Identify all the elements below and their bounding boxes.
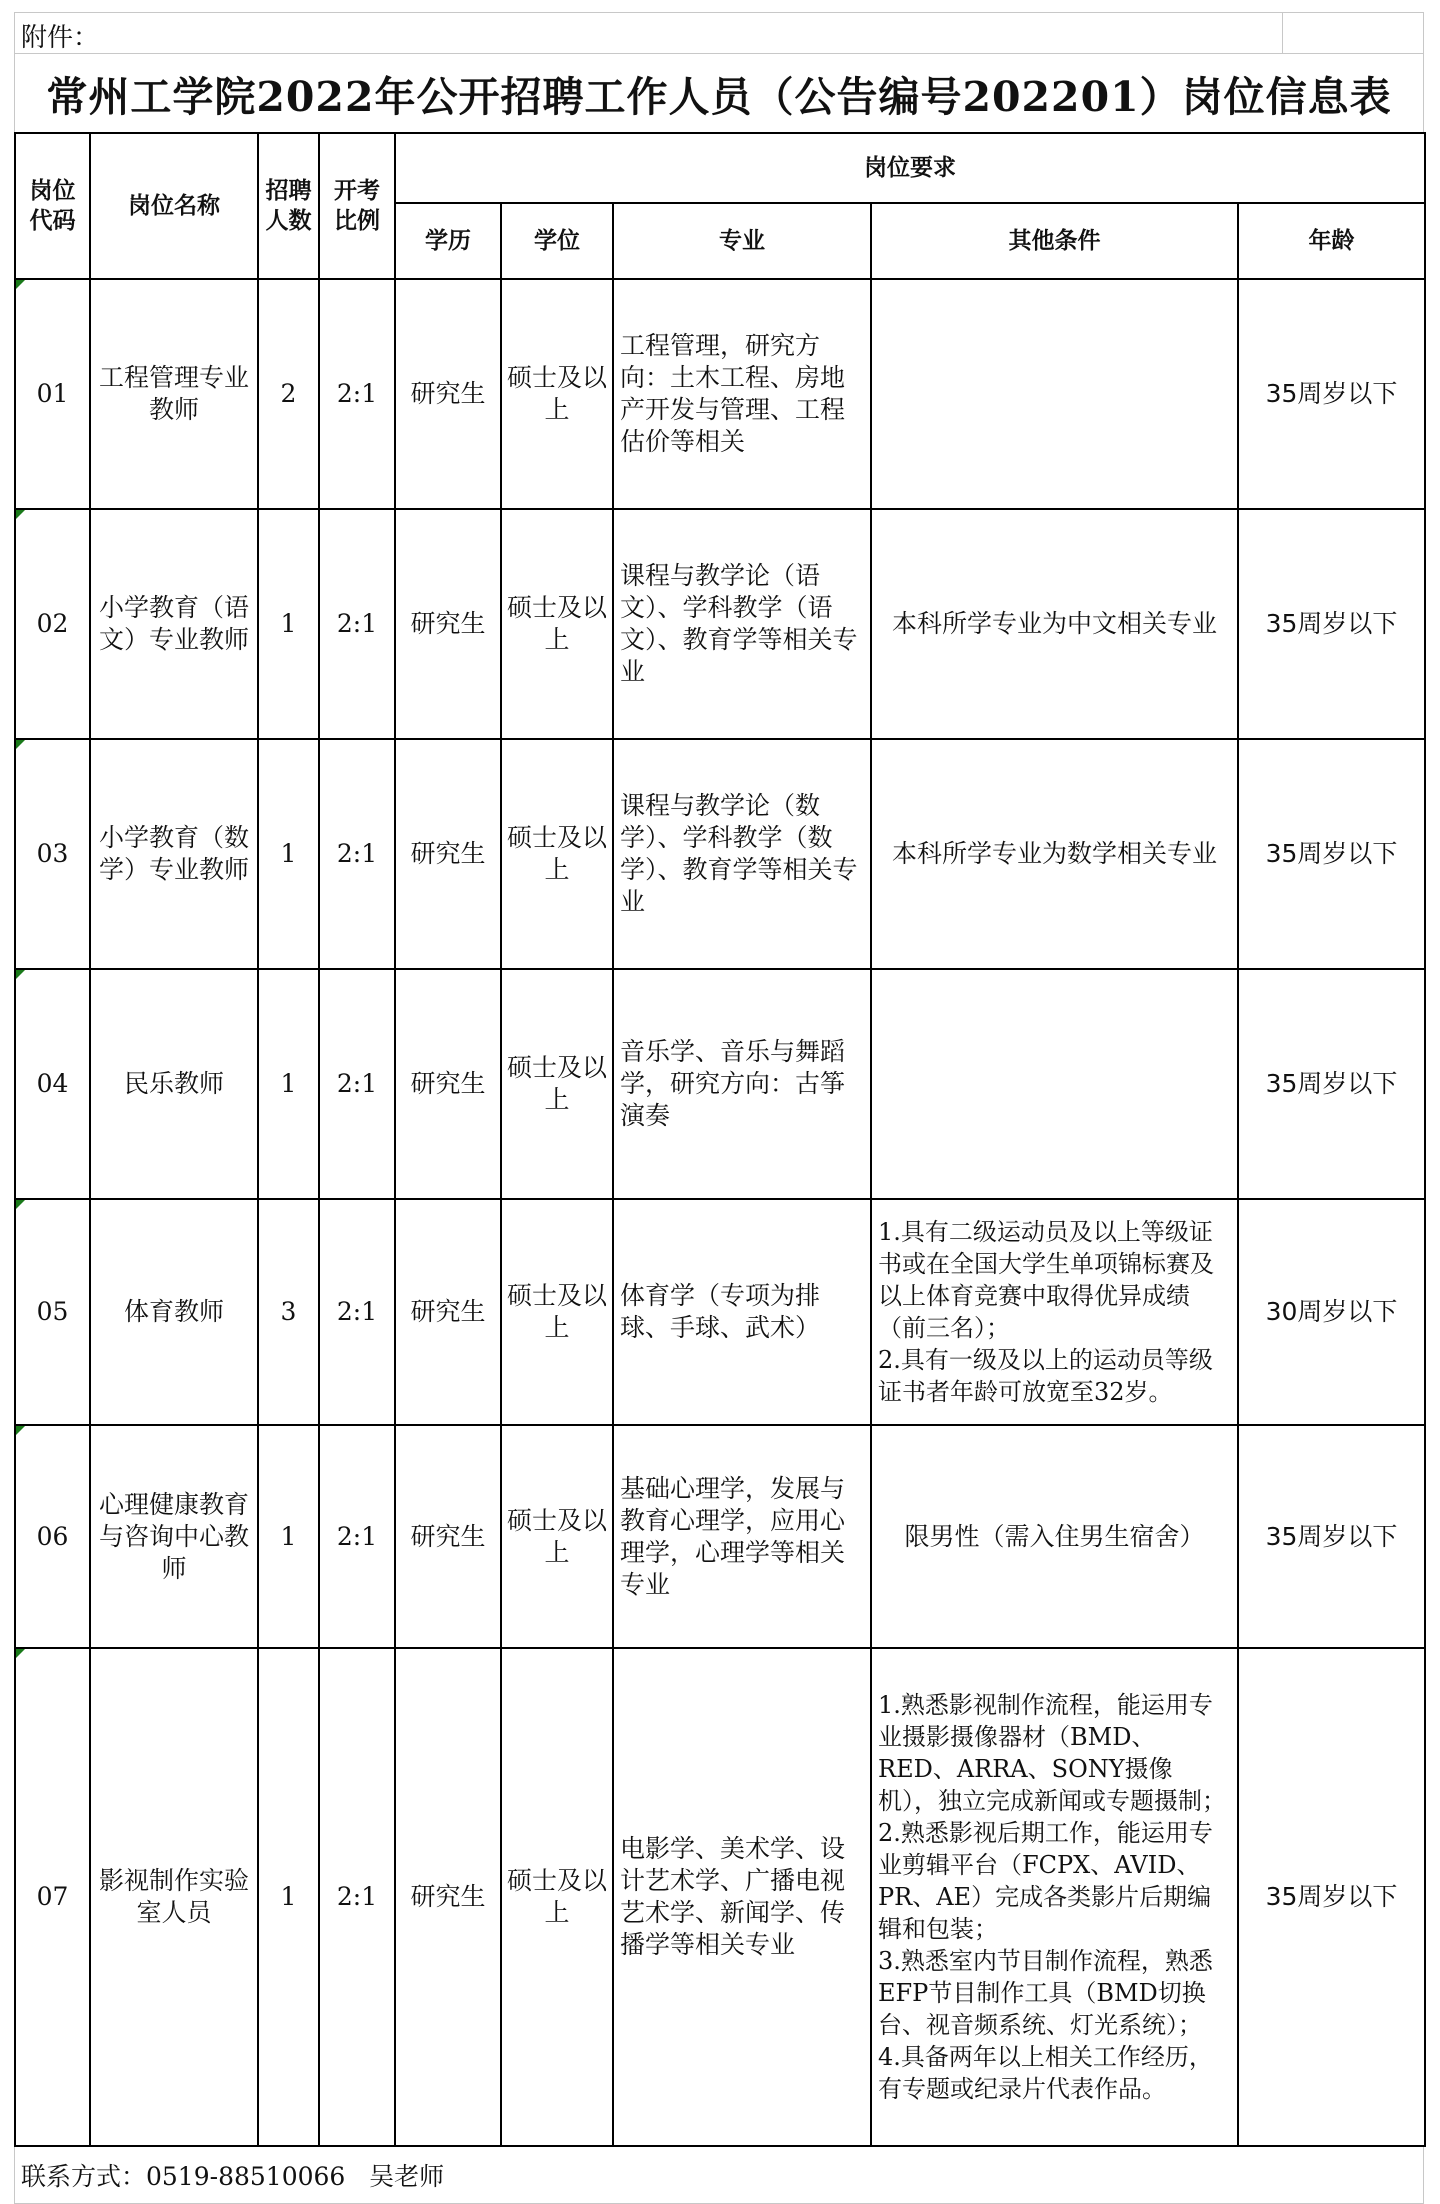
header-name: 岗位名称 <box>90 133 258 279</box>
header-ratio: 开考比例 <box>319 133 395 279</box>
position-name: 心理健康教育与咨询中心教师 <box>90 1425 258 1648</box>
position-code-text: 01 <box>36 379 69 408</box>
hire-count: 1 <box>258 509 319 739</box>
position-name: 小学教育（数学）专业教师 <box>90 739 258 969</box>
exam-ratio: 2:1 <box>319 1648 395 2146</box>
header-age: 年龄 <box>1238 203 1425 279</box>
other-condition-line: 2.熟悉影视后期工作，能运用专业剪辑平台（FCPX、AVID、PR、AE）完成各类影片后期编辑和包装； <box>878 1819 1213 1943</box>
cell-marker <box>16 1426 25 1435</box>
hire-count: 3 <box>258 1199 319 1425</box>
exam-ratio: 2:1 <box>319 969 395 1199</box>
degree-cell: 硕士及以上 <box>501 1648 613 2146</box>
hire-count: 1 <box>258 969 319 1199</box>
attachment-row <box>14 12 1424 53</box>
hire-count: 1 <box>258 739 319 969</box>
degree-cell: 硕士及以上 <box>501 279 613 509</box>
exam-ratio: 2:1 <box>319 1425 395 1648</box>
header-row-1 <box>15 133 1425 203</box>
hire-count: 2 <box>258 279 319 509</box>
exam-ratio: 2:1 <box>319 509 395 739</box>
position-code-text: 02 <box>36 609 69 638</box>
major-cell: 课程与教学论（语文）、学科教学（语文）、教育学等相关专业 <box>613 509 871 739</box>
other-conditions-cell <box>871 969 1238 1199</box>
degree-cell: 硕士及以上 <box>501 1199 613 1425</box>
education-cell: 研究生 <box>395 739 501 969</box>
position-code <box>15 969 90 1199</box>
other-condition-line: 4.具备两年以上相关工作经历，有专题或纪录片代表作品。 <box>878 2043 1213 2103</box>
position-code-text: 07 <box>36 1882 69 1911</box>
position-name: 体育教师 <box>90 1199 258 1425</box>
table-row <box>15 1648 1425 2146</box>
position-code-text: 03 <box>36 839 69 868</box>
header-education: 学历 <box>395 203 501 279</box>
other-condition-line: 1.具有二级运动员及以上等级证书或在全国大学生单项锦标赛及以上体育竞赛中取得优异成绩（前三名）； <box>878 1218 1214 1342</box>
major-cell: 基础心理学，发展与教育心理学，应用心理学，心理学等相关专业 <box>613 1425 871 1648</box>
position-code-text: 04 <box>36 1069 69 1098</box>
table-row <box>15 969 1425 1199</box>
major-cell: 课程与教学论（数学）、学科教学（数学）、教育学等相关专业 <box>613 739 871 969</box>
table-row <box>15 1199 1425 1425</box>
contact-info: 联系方式：0519-88510066 吴老师 <box>21 2162 445 2191</box>
major-cell: 电影学、美术学、设计艺术学、广播电视艺术学、新闻学、传播学等相关专业 <box>613 1648 871 2146</box>
table-row <box>15 739 1425 969</box>
other-condition-line: 本科所学专业为中文相关专业 <box>891 609 1217 638</box>
exam-ratio: 2:1 <box>319 1199 395 1425</box>
header-major: 专业 <box>613 203 871 279</box>
position-code-text: 06 <box>36 1521 69 1551</box>
page-title: 常州工学院2022年公开招聘工作人员（公告编号202201）岗位信息表 <box>46 72 1392 121</box>
age-cell: 35周岁以下 <box>1238 969 1425 1199</box>
other-condition-line: 限男性（需入住男生宿舍） <box>904 1521 1205 1551</box>
header-other: 其他条件 <box>871 203 1238 279</box>
other-condition-line: 3.熟悉室内节目制作流程，熟悉EFP节目制作工具（BMD切换台、视音频系统、灯光系统）； <box>878 1947 1213 2039</box>
other-conditions-cell <box>871 739 1238 969</box>
education-cell: 研究生 <box>395 1425 501 1648</box>
degree-cell: 硕士及以上 <box>501 739 613 969</box>
major-cell: 工程管理，研究方向：土木工程、房地产开发与管理、工程估价等相关 <box>613 279 871 509</box>
education-cell: 研究生 <box>395 969 501 1199</box>
position-code <box>15 509 90 739</box>
cell-marker <box>16 280 25 289</box>
major-cell: 体育学（专项为排球、手球、武术） <box>613 1199 871 1425</box>
position-code <box>15 279 90 509</box>
other-condition-line: 本科所学专业为数学相关专业 <box>891 839 1217 868</box>
cell-marker <box>16 1200 25 1209</box>
position-code <box>15 1425 90 1648</box>
age-cell: 35周岁以下 <box>1238 279 1425 509</box>
other-conditions-cell <box>871 1199 1238 1425</box>
other-conditions-cell <box>871 1425 1238 1648</box>
education-cell: 研究生 <box>395 509 501 739</box>
header-count: 招聘人数 <box>258 133 319 279</box>
other-conditions-cell <box>871 1648 1238 2146</box>
other-condition-line: 2.具有一级及以上的运动员等级证书者年龄可放宽至32岁。 <box>878 1346 1213 1406</box>
hire-count: 1 <box>258 1425 319 1648</box>
position-name: 民乐教师 <box>90 969 258 1199</box>
position-name: 工程管理专业教师 <box>90 279 258 509</box>
other-condition-line: 1.熟悉影视制作流程，能运用专业摄影摄像器材（BMD、RED、ARRA、SONY摄像机），独立完成新闻或专题摄制； <box>878 1691 1226 1815</box>
position-code <box>15 739 90 969</box>
header-requirements: 岗位要求 <box>395 133 1425 203</box>
spreadsheet <box>14 12 1424 2204</box>
table-body <box>15 279 1425 2146</box>
position-table <box>14 132 1426 2147</box>
contact-row <box>14 2147 1424 2204</box>
position-code <box>15 1199 90 1425</box>
position-name: 影视制作实验室人员 <box>90 1648 258 2146</box>
header-code: 岗位代码 <box>15 133 90 279</box>
degree-cell: 硕士及以上 <box>501 1425 613 1648</box>
exam-ratio: 2:1 <box>319 279 395 509</box>
header-degree: 学位 <box>501 203 613 279</box>
cell-marker <box>16 740 25 749</box>
table-row <box>15 509 1425 739</box>
other-conditions-cell <box>871 279 1238 509</box>
position-name: 小学教育（语文）专业教师 <box>90 509 258 739</box>
degree-cell: 硕士及以上 <box>501 969 613 1199</box>
age-cell: 30周岁以下 <box>1238 1199 1425 1425</box>
attachment-label: 附件： <box>21 23 100 53</box>
age-cell: 35周岁以下 <box>1238 739 1425 969</box>
hire-count: 1 <box>258 1648 319 2146</box>
exam-ratio: 2:1 <box>319 739 395 969</box>
age-cell: 35周岁以下 <box>1238 1648 1425 2146</box>
age-cell: 35周岁以下 <box>1238 509 1425 739</box>
education-cell: 研究生 <box>395 279 501 509</box>
table-row <box>15 279 1425 509</box>
cell-marker <box>16 970 25 979</box>
education-cell: 研究生 <box>395 1648 501 2146</box>
education-cell: 研究生 <box>395 1199 501 1425</box>
position-code <box>15 1648 90 2146</box>
grid-line <box>1282 13 1283 53</box>
cell-marker <box>16 510 25 519</box>
age-cell: 35周岁以下 <box>1238 1425 1425 1648</box>
degree-cell: 硕士及以上 <box>501 509 613 739</box>
other-conditions-cell <box>871 509 1238 739</box>
table-row <box>15 1425 1425 1648</box>
position-code-text: 05 <box>36 1297 69 1326</box>
title-row <box>14 53 1424 132</box>
cell-marker <box>16 1649 25 1658</box>
major-cell: 音乐学、音乐与舞蹈学，研究方向：古筝演奏 <box>613 969 871 1199</box>
